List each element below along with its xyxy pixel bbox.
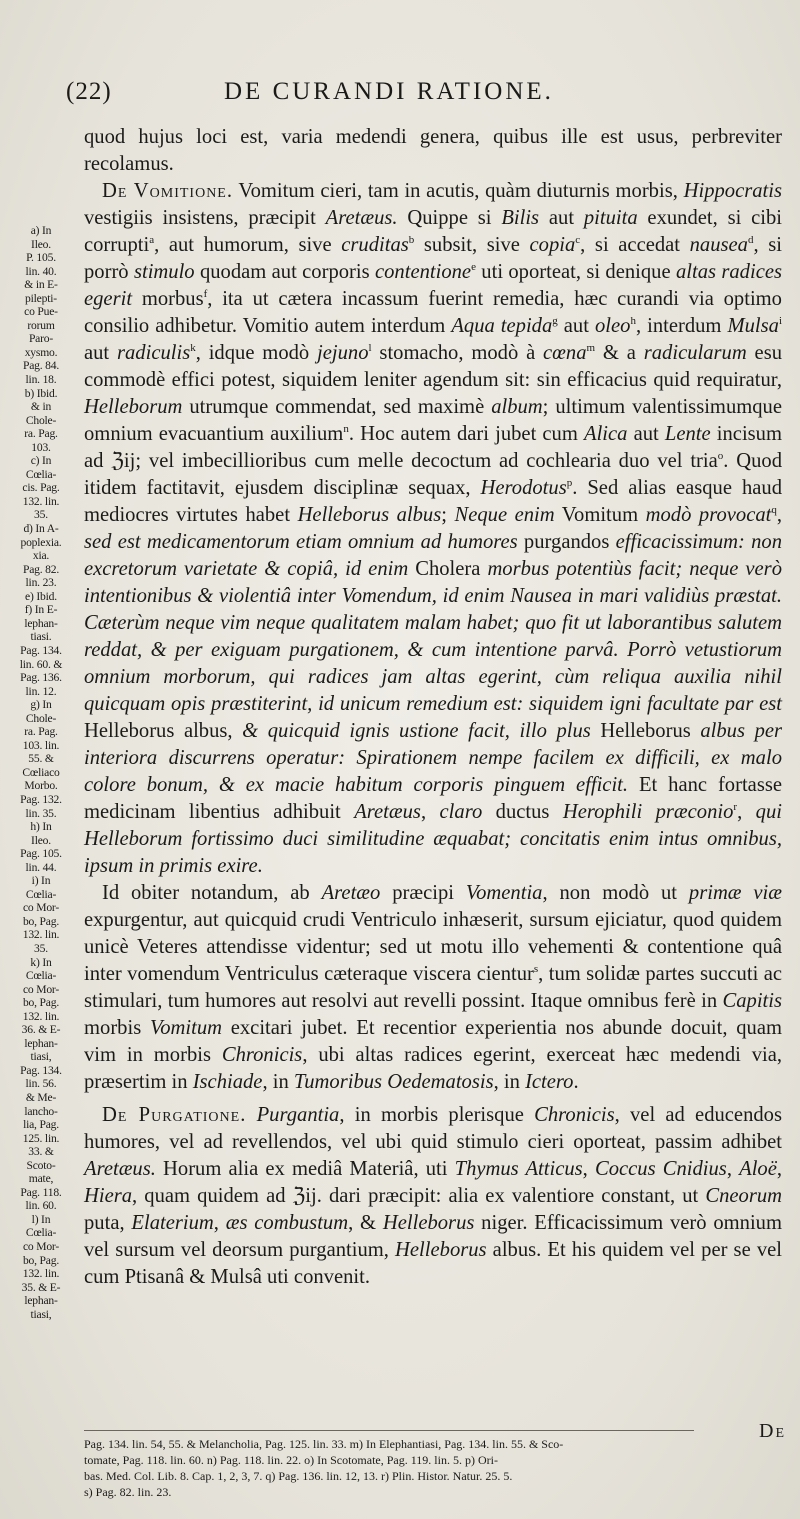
obiter-paragraph: Id obiter notandum, ab Aretæo præcipi Vomentia, non modò ut primæ viæ expurgentur, aut quicquid crudi Ventriculo inhæserit, sursum ejiciatur, quod quidem unicè Veteres attendisse videntur; sed ut motu illo vehementi & contentione quâ inter vomendum Ventriculus cæteraque viscera cientur$^s$, tum solidæ partes succuti ac stimulari, tum humores aut resolvi aut revelli possint. Itaque omnibus ferè in Capitis morbis Vomitum excitari jubet. Et recentior experientia nos abunde docuit, quam vim in morbis Chronicis, ubi altas radices egerint, exerceat hæc medendi via, præsertim in Ischiade, in Tumoribus Oedematosis, in Ictero.: [84, 882, 783, 1093]
margin-note-line: rorum: [27, 318, 55, 332]
margin-note-line: tiasi,: [30, 1307, 52, 1321]
footnote-marker: g: [552, 315, 558, 328]
footnote-marker: o: [717, 450, 724, 463]
margin-note-line: Pag. 136.: [20, 671, 62, 685]
footnotes: [84, 1436, 784, 1500]
margin-note-line: l) In: [31, 1212, 51, 1226]
margin-note-line: Scoto-: [26, 1158, 56, 1172]
margin-note-line: co Mor-: [22, 1240, 60, 1254]
page-number: (22): [66, 78, 112, 105]
footnote-marker: c: [575, 234, 581, 247]
margin-note-line: poplexia.: [20, 535, 62, 549]
catchword: De: [759, 1420, 786, 1442]
footnote-marker: q: [771, 504, 777, 517]
margin-note-line: 36. & E-: [21, 1023, 61, 1037]
margin-note-line: Cœliaco: [22, 765, 60, 779]
margin-note-line: 132. lin.: [22, 1009, 60, 1023]
margin-note-line: co Mor-: [22, 982, 60, 996]
main-text: [84, 124, 782, 1291]
margin-note-line: b) Ibid.: [24, 386, 58, 400]
margin-note-line: co Mor-: [22, 901, 60, 915]
footnote-line: bas. Med. Col. Lib. 8. Cap. 1, 2, 3, 7. q) Pag. 136. lin. 12, 13. r) Plin. Histor. Natur. 25. 5.: [84, 1469, 513, 1483]
margin-note-line: Morbo.: [24, 779, 58, 793]
margin-note-line: 103. lin.: [22, 738, 60, 752]
margin-note-line: lin. 18.: [25, 373, 57, 387]
margin-note-line: Chole-: [25, 711, 57, 725]
margin-note-line: Pag. 82.: [22, 562, 60, 576]
margin-note-line: bo, Pag.: [22, 914, 60, 928]
margin-note-line: 33. &: [28, 1145, 54, 1159]
margin-note-line: lin. 60. &: [19, 657, 63, 671]
margin-note-line: ra. Pag.: [24, 427, 58, 441]
margin-note-line: f) In E-: [24, 603, 58, 617]
footnote-marker: i: [778, 315, 782, 328]
margin-note-line: lin. 35.: [25, 806, 57, 820]
margin-note-line: lephan-: [24, 1294, 58, 1308]
margin-note-line: ra. Pag.: [24, 725, 58, 739]
margin-notes: [2, 224, 80, 1321]
margin-note-line: 55. &: [28, 752, 54, 766]
footnote-marker: k: [190, 342, 196, 355]
margin-note-line: tiasi.: [30, 630, 52, 644]
margin-note-line: mate,: [28, 1172, 54, 1186]
footnote-marker: h: [630, 315, 636, 328]
running-title: DE CURANDI RATIONE.: [224, 78, 554, 105]
margin-note-line: P. 105.: [26, 251, 56, 265]
margin-note-line: Pag. 134.: [20, 1063, 62, 1077]
margin-note-line: bo, Pag.: [22, 1253, 60, 1267]
section-heading-vomitione: De Vomitione.: [102, 180, 234, 202]
footnote-line: s) Pag. 82. lin. 23.: [84, 1485, 172, 1499]
margin-note-line: g) In: [30, 698, 52, 712]
margin-note-line: Pag. 134.: [20, 643, 62, 657]
margin-note-line: Pag. 118.: [20, 1185, 62, 1199]
margin-note-line: e) Ibid.: [25, 589, 57, 603]
vomitione-paragraph: De Vomitione. Vomitum cieri, tam in acutis, quàm diuturnis morbis, Hippocratis vestigiis insistens, præcipit Aretæus. Quippe si Bilis aut pituita exundet, si cibi corrupti$^a$, aut humorum, sive cruditas$^b$ subsit, sive copia$^c$, si accedat nausea$^d$, si porrò stimulo quodam aut corporis contentione$^e$ uti oporteat, si denique altas radices egerit morbus$^f$, ita ut cætera incassum fuerint remedia, hæc curandi via optimo consilio adhibetur. Vomitio autem interdum Aqua tepida$^g$ aut oleo$^h$, interdum Mulsa$^i$ aut radiculis$^k$, idque modò jejuno$^l$ stomacho, modò à cœna$^m$ & a radicularum esu commodè effici potest, siquidem leniter agendum sit: sin efficacius quid requiratur, Helleborum utrumque commendat, sed maximè album; ultimum valentissimumque omnium evacuantium auxilium$^n$. Hoc autem dari jubet cum Alica aut Lente incisum ad ℨij; vel imbecillioribus cum melle decoctum ad cochlearia duo vel tria$^o$. Quod itidem factitavit, ejusdem disciplinæ sequax, Herodotus$^p$. Sed alias easque haud mediocres virtutes habet Helleborus albus; Neque enim Vomitum modò provocat$^q$, sed est medicamentorum etiam omnium ad humores purgandos efficacissimum: non excretorum varietate & copiâ, id enim Cholera morbus potentiùs facit; neque verò intentionibus & violentiâ inter Vomendum, id enim Nausea in mari validiùs præstat. Cæterùm neque vim neque qualitatem malam habet; quo fit ut laborantibus salutem reddat, & per exiguam purgationem, & cum intentione parvâ. Porrò vetustiorum omnium morborum, qui radices jam altas egerint, cùm reliqua auxilia nihil quicquam opis præstiterint, id unicum remedium est: siquidem igni facultate par est Helleborus albus, & quicquid ignis ustione facit, illo plus Helleborus albus per interiora discurrens operatur: Spirationem nempe facilem ex difficili, ex malo colore bonum, & ex macie habitum corporis pinguem efficit. Et hanc fortasse medicinam libentius adhibuit Aretæus, claro ductus Herophili præconio$^r$, qui Helleborum fortissimo duci similitudine æquabat; concitatis enim intus omnibus, ipsum in primis exire.: [84, 180, 783, 877]
footnote-line: tomate, Pag. 118. lin. 60. n) Pag. 118. lin. 22. o) In Scotomate, Pag. 119. lin. 5. p) Ori-: [84, 1453, 498, 1467]
margin-note-line: lin. 44.: [25, 860, 57, 874]
margin-note-line: lia, Pag.: [23, 1118, 59, 1132]
footnote-marker: l: [368, 342, 372, 355]
margin-note-line: 125. lin.: [22, 1131, 60, 1145]
footnote-marker: s: [533, 963, 539, 976]
margin-note-line: Cœlia-: [25, 969, 57, 983]
footnote-marker: f: [203, 288, 208, 301]
margin-note-line: Paro-: [28, 332, 54, 346]
footnote-marker: p: [566, 477, 573, 490]
margin-note-line: k) In: [30, 955, 52, 969]
margin-note-line: Chole-: [25, 413, 57, 427]
footnote-marker: r: [733, 801, 738, 814]
margin-note-line: bo, Pag.: [22, 996, 60, 1010]
margin-note-line: Pag. 84.: [22, 359, 60, 373]
margin-note-line: 103.: [31, 440, 51, 454]
margin-note-line: lin. 12.: [25, 684, 57, 698]
margin-note-line: & in: [30, 400, 52, 414]
margin-note-line: pilepti-: [25, 291, 57, 305]
footnote-rule: [84, 1430, 694, 1431]
margin-note-line: c) In: [30, 454, 52, 468]
margin-note-line: lancho-: [24, 1104, 58, 1118]
margin-note-line: h) In: [30, 820, 52, 834]
margin-note-line: Ileo.: [31, 237, 51, 251]
margin-note-line: cis. Pag.: [22, 481, 60, 495]
footnote-marker: e: [471, 261, 476, 274]
intro-paragraph: quod hujus loci est, varia medendi genera, quibus ille est usus, perbreviter recolamus.: [84, 126, 782, 175]
margin-note-line: co Pue-: [24, 305, 58, 319]
margin-note-line: xysmo.: [24, 345, 58, 359]
margin-note-line: 35. & E-: [21, 1280, 61, 1294]
footnote-marker: n: [343, 423, 349, 436]
margin-note-line: & in E-: [24, 278, 58, 292]
footnote-marker: a: [149, 234, 155, 247]
margin-note-line: tiasi,: [30, 1050, 52, 1064]
margin-note-line: lin. 40.: [25, 264, 57, 278]
margin-note-line: 35.: [34, 508, 48, 522]
footnote-marker: d: [747, 234, 754, 247]
section-heading-purgatione: De Purgatione.: [102, 1104, 247, 1126]
margin-note-line: Cœlia-: [25, 887, 57, 901]
margin-note-line: lephan-: [24, 1036, 58, 1050]
margin-note-line: lephan-: [24, 616, 58, 630]
margin-note-line: a) In: [30, 224, 52, 237]
margin-note-line: 132. lin.: [22, 1267, 60, 1281]
margin-note-line: Cœlia-: [25, 467, 57, 481]
purgatione-paragraph: De Purgatione. Purgantia, in morbis plerisque Chronicis, vel ad educendos humores, vel ad revellendos, vel ubi quid stimulo cieri oporteat, passim adhibet Aretæus. Horum alia ex mediâ Materiâ, uti Thymus Atticus, Coccus Cnidius, Aloë, Hiera, quam quidem ad ℨij. dari præcipit: alia ex valentiore constant, ut Cneorum puta, Elaterium, æs combustum, & Helleborus niger. Efficacissimum verò omnium vel sursum vel deorsum purgantium, Helleborus albus. Et his quidem vel per se vel cum Ptisanâ & Mulsâ uti convenit.: [84, 1104, 783, 1288]
margin-note-line: Cœlia-: [25, 1226, 57, 1240]
margin-note-line: Pag. 105.: [20, 847, 62, 861]
margin-note-line: 132. lin.: [22, 928, 60, 942]
margin-note-line: lin. 56.: [25, 1077, 57, 1091]
margin-note-line: 132. lin.: [22, 494, 60, 508]
footnote-line: Pag. 134. lin. 54, 55. & Melancholia, Pag. 125. lin. 33. m) In Elephantiasi, Pag. 134. lin. 55. & Sco-: [84, 1437, 564, 1451]
margin-note-line: d) In A-: [23, 522, 59, 536]
margin-note-line: xia.: [32, 549, 50, 563]
footnote-marker: m: [586, 342, 596, 355]
margin-note-line: 35.: [34, 941, 48, 955]
footnote-marker: b: [408, 234, 415, 247]
margin-note-line: Ileo.: [31, 833, 51, 847]
margin-note-line: i) In: [31, 874, 51, 888]
margin-note-line: Pag. 132.: [20, 792, 62, 806]
margin-note-line: & Me-: [25, 1091, 57, 1104]
margin-note-line: lin. 60.: [25, 1199, 57, 1213]
margin-note-line: lin. 23.: [25, 576, 57, 590]
page-header: [66, 78, 760, 112]
